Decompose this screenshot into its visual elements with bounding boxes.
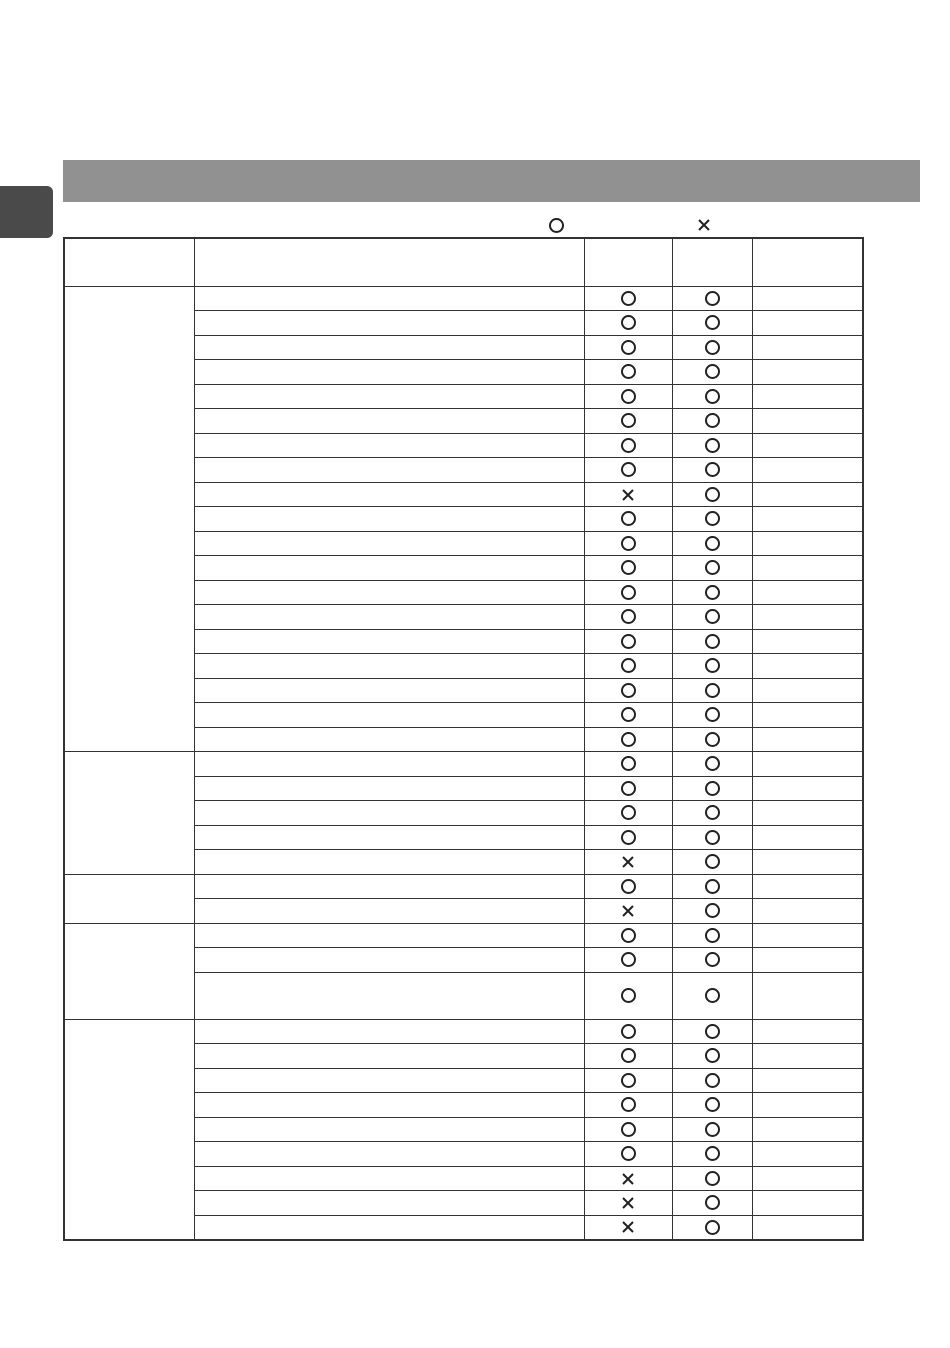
cross-icon [621, 1220, 635, 1234]
notes-cell [752, 1068, 863, 1093]
notes-cell [752, 605, 863, 630]
notes-cell [752, 629, 863, 654]
circle-icon [621, 952, 636, 967]
function-cell [194, 1215, 584, 1240]
col-a-cell [584, 899, 672, 924]
category-cell [64, 874, 194, 923]
function-cell [194, 384, 584, 409]
function-cell [194, 1068, 584, 1093]
function-cell [194, 654, 584, 679]
col-b-cell [672, 605, 752, 630]
table-row [64, 1019, 863, 1044]
function-cell [194, 482, 584, 507]
col-a-cell [584, 727, 672, 752]
notes-cell [752, 556, 863, 581]
circle-icon [621, 879, 636, 894]
notes-cell [752, 409, 863, 434]
circle-icon [621, 585, 636, 600]
col-a-cell [584, 874, 672, 899]
circle-icon [621, 438, 636, 453]
notes-cell [752, 311, 863, 336]
category-cell [64, 923, 194, 1019]
table-row [64, 752, 863, 777]
circle-icon [705, 1122, 720, 1137]
circle-icon [705, 413, 720, 428]
function-cell [194, 923, 584, 948]
legend-cross-icon [695, 216, 713, 234]
chapter-tab [0, 186, 53, 238]
circle-icon [621, 560, 636, 575]
col-b-cell [672, 923, 752, 948]
notes-cell [752, 507, 863, 532]
col-a-cell [584, 923, 672, 948]
circle-icon [705, 658, 720, 673]
col-b-cell [672, 1068, 752, 1093]
col-b-cell [672, 1166, 752, 1191]
notes-cell [752, 1191, 863, 1216]
col-a-cell [584, 654, 672, 679]
circle-icon [705, 634, 720, 649]
circle-icon [621, 988, 636, 1003]
circle-icon [705, 487, 720, 502]
notes-cell [752, 1044, 863, 1069]
notes-cell [752, 654, 863, 679]
col-b-cell [672, 458, 752, 483]
circle-icon [621, 1146, 636, 1161]
circle-icon [705, 732, 720, 747]
col-a-cell [584, 1068, 672, 1093]
function-cell [194, 1166, 584, 1191]
notes-cell [752, 874, 863, 899]
col-a-cell [584, 801, 672, 826]
circle-icon [705, 928, 720, 943]
notes-cell [752, 384, 863, 409]
circle-icon [621, 536, 636, 551]
function-cell [194, 507, 584, 532]
compatibility-table [63, 237, 864, 1241]
function-cell [194, 286, 584, 311]
col-b-cell [672, 654, 752, 679]
circle-icon [621, 1073, 636, 1088]
col-a-cell [584, 1215, 672, 1240]
notes-cell [752, 433, 863, 458]
col-a-cell [584, 311, 672, 336]
table-header-row [64, 238, 863, 286]
col-a-cell [584, 1019, 672, 1044]
circle-icon [621, 707, 636, 722]
col-b-cell [672, 1044, 752, 1069]
circle-icon [621, 732, 636, 747]
circle-icon [705, 389, 720, 404]
col-a-cell [584, 482, 672, 507]
table-row [64, 874, 863, 899]
category-cell [64, 286, 194, 752]
circle-icon [705, 585, 720, 600]
circle-icon [621, 781, 636, 796]
col-b-cell [672, 1191, 752, 1216]
col-a-cell [584, 1044, 672, 1069]
header-notes-cell [752, 238, 863, 286]
circle-icon [705, 511, 720, 526]
col-b-cell [672, 874, 752, 899]
circle-icon [621, 634, 636, 649]
col-a-cell [584, 580, 672, 605]
col-a-cell [584, 458, 672, 483]
col-a-cell [584, 531, 672, 556]
category-cell [64, 752, 194, 875]
circle-icon [705, 560, 720, 575]
col-b-cell [672, 433, 752, 458]
notes-cell [752, 360, 863, 385]
function-cell [194, 605, 584, 630]
notes-cell [752, 678, 863, 703]
col-a-cell [584, 678, 672, 703]
col-a-cell [584, 433, 672, 458]
circle-icon [705, 438, 720, 453]
circle-icon [621, 413, 636, 428]
circle-icon [621, 1024, 636, 1039]
col-b-cell [672, 776, 752, 801]
col-a-cell [584, 972, 672, 1019]
notes-cell [752, 703, 863, 728]
notes-cell [752, 752, 863, 777]
col-b-cell [672, 850, 752, 875]
circle-icon [705, 1220, 720, 1235]
function-cell [194, 1142, 584, 1167]
circle-icon [621, 756, 636, 771]
circle-icon [621, 364, 636, 379]
col-b-cell [672, 972, 752, 1019]
function-cell [194, 1191, 584, 1216]
circle-icon [705, 854, 720, 869]
function-cell [194, 678, 584, 703]
function-cell [194, 409, 584, 434]
circle-icon [621, 1122, 636, 1137]
col-a-cell [584, 384, 672, 409]
function-cell [194, 1019, 584, 1044]
col-a-cell [584, 507, 672, 532]
circle-icon [621, 805, 636, 820]
function-cell [194, 801, 584, 826]
circle-icon [705, 315, 720, 330]
notes-cell [752, 899, 863, 924]
col-b-cell [672, 1093, 752, 1118]
circle-icon [705, 756, 720, 771]
header-col-b-cell [672, 238, 752, 286]
col-a-cell [584, 629, 672, 654]
circle-icon [705, 1024, 720, 1039]
table-row [64, 923, 863, 948]
col-b-cell [672, 1117, 752, 1142]
notes-cell [752, 1142, 863, 1167]
notes-cell [752, 580, 863, 605]
cross-icon [621, 1171, 635, 1185]
circle-icon [621, 928, 636, 943]
circle-icon [705, 879, 720, 894]
col-a-cell [584, 286, 672, 311]
col-a-cell [584, 1191, 672, 1216]
circle-icon [705, 1171, 720, 1186]
col-b-cell [672, 384, 752, 409]
notes-cell [752, 531, 863, 556]
col-b-cell [672, 409, 752, 434]
col-b-cell [672, 360, 752, 385]
circle-icon [705, 462, 720, 477]
cross-icon [621, 487, 635, 501]
circle-icon [705, 830, 720, 845]
function-cell [194, 703, 584, 728]
col-b-cell [672, 703, 752, 728]
col-a-cell [584, 825, 672, 850]
circle-icon [705, 609, 720, 624]
circle-icon [705, 903, 720, 918]
table-row [64, 286, 863, 311]
function-cell [194, 531, 584, 556]
col-b-cell [672, 311, 752, 336]
section-title-bar [63, 160, 920, 202]
function-cell [194, 850, 584, 875]
circle-icon [621, 609, 636, 624]
function-cell [194, 556, 584, 581]
col-a-cell [584, 556, 672, 581]
header-category-cell [64, 238, 194, 286]
notes-cell [752, 335, 863, 360]
col-a-cell [584, 605, 672, 630]
circle-icon [705, 805, 720, 820]
circle-icon [705, 291, 720, 306]
circle-icon [705, 1146, 720, 1161]
col-a-cell [584, 703, 672, 728]
function-cell [194, 1117, 584, 1142]
notes-cell [752, 948, 863, 973]
function-cell [194, 972, 584, 1019]
col-a-cell [584, 1093, 672, 1118]
circle-icon [621, 830, 636, 845]
notes-cell [752, 825, 863, 850]
header-col-a-cell [584, 238, 672, 286]
col-b-cell [672, 580, 752, 605]
col-b-cell [672, 825, 752, 850]
col-b-cell [672, 948, 752, 973]
notes-cell [752, 776, 863, 801]
circle-icon [621, 315, 636, 330]
legend-circle-icon [547, 216, 565, 234]
circle-icon [621, 658, 636, 673]
cross-icon [621, 1195, 635, 1209]
category-cell [64, 1019, 194, 1240]
function-cell [194, 948, 584, 973]
notes-cell [752, 727, 863, 752]
function-cell [194, 752, 584, 777]
col-a-cell [584, 1166, 672, 1191]
col-a-cell [584, 360, 672, 385]
circle-icon [621, 683, 636, 698]
circle-icon [705, 707, 720, 722]
notes-cell [752, 458, 863, 483]
function-cell [194, 311, 584, 336]
col-b-cell [672, 482, 752, 507]
function-cell [194, 776, 584, 801]
col-b-cell [672, 1142, 752, 1167]
notes-cell [752, 1093, 863, 1118]
function-cell [194, 727, 584, 752]
circle-icon [705, 781, 720, 796]
col-b-cell [672, 286, 752, 311]
circle-icon [621, 291, 636, 306]
notes-cell [752, 1215, 863, 1240]
col-b-cell [672, 335, 752, 360]
col-b-cell [672, 727, 752, 752]
circle-icon [621, 340, 636, 355]
function-cell [194, 899, 584, 924]
function-cell [194, 1044, 584, 1069]
col-a-cell [584, 752, 672, 777]
circle-icon [621, 1048, 636, 1063]
col-b-cell [672, 752, 752, 777]
function-cell [194, 360, 584, 385]
function-cell [194, 433, 584, 458]
circle-icon [705, 1073, 720, 1088]
function-cell [194, 335, 584, 360]
notes-cell [752, 972, 863, 1019]
col-b-cell [672, 556, 752, 581]
circle-icon [705, 952, 720, 967]
header-function-cell [194, 238, 584, 286]
notes-cell [752, 923, 863, 948]
col-a-cell [584, 948, 672, 973]
circle-icon [705, 683, 720, 698]
circle-icon [705, 364, 720, 379]
col-b-cell [672, 801, 752, 826]
circle-icon [705, 1195, 720, 1210]
notes-cell [752, 1117, 863, 1142]
circle-icon [621, 389, 636, 404]
col-a-cell [584, 1117, 672, 1142]
col-a-cell [584, 776, 672, 801]
function-cell [194, 825, 584, 850]
cross-icon [621, 903, 635, 917]
circle-icon [621, 511, 636, 526]
notes-cell [752, 286, 863, 311]
circle-icon [705, 1097, 720, 1112]
notes-cell [752, 1019, 863, 1044]
col-b-cell [672, 531, 752, 556]
circle-icon [705, 1048, 720, 1063]
col-b-cell [672, 1215, 752, 1240]
notes-cell [752, 801, 863, 826]
notes-cell [752, 482, 863, 507]
notes-cell [752, 1166, 863, 1191]
col-a-cell [584, 850, 672, 875]
circle-icon [705, 536, 720, 551]
col-a-cell [584, 1142, 672, 1167]
function-cell [194, 458, 584, 483]
col-a-cell [584, 409, 672, 434]
col-b-cell [672, 899, 752, 924]
col-b-cell [672, 507, 752, 532]
col-b-cell [672, 1019, 752, 1044]
col-b-cell [672, 678, 752, 703]
cross-icon [621, 854, 635, 868]
circle-icon [621, 1097, 636, 1112]
function-cell [194, 629, 584, 654]
circle-icon [621, 462, 636, 477]
function-cell [194, 1093, 584, 1118]
circle-icon [705, 340, 720, 355]
function-cell [194, 580, 584, 605]
function-cell [194, 874, 584, 899]
notes-cell [752, 850, 863, 875]
col-a-cell [584, 335, 672, 360]
circle-icon [705, 988, 720, 1003]
col-b-cell [672, 629, 752, 654]
